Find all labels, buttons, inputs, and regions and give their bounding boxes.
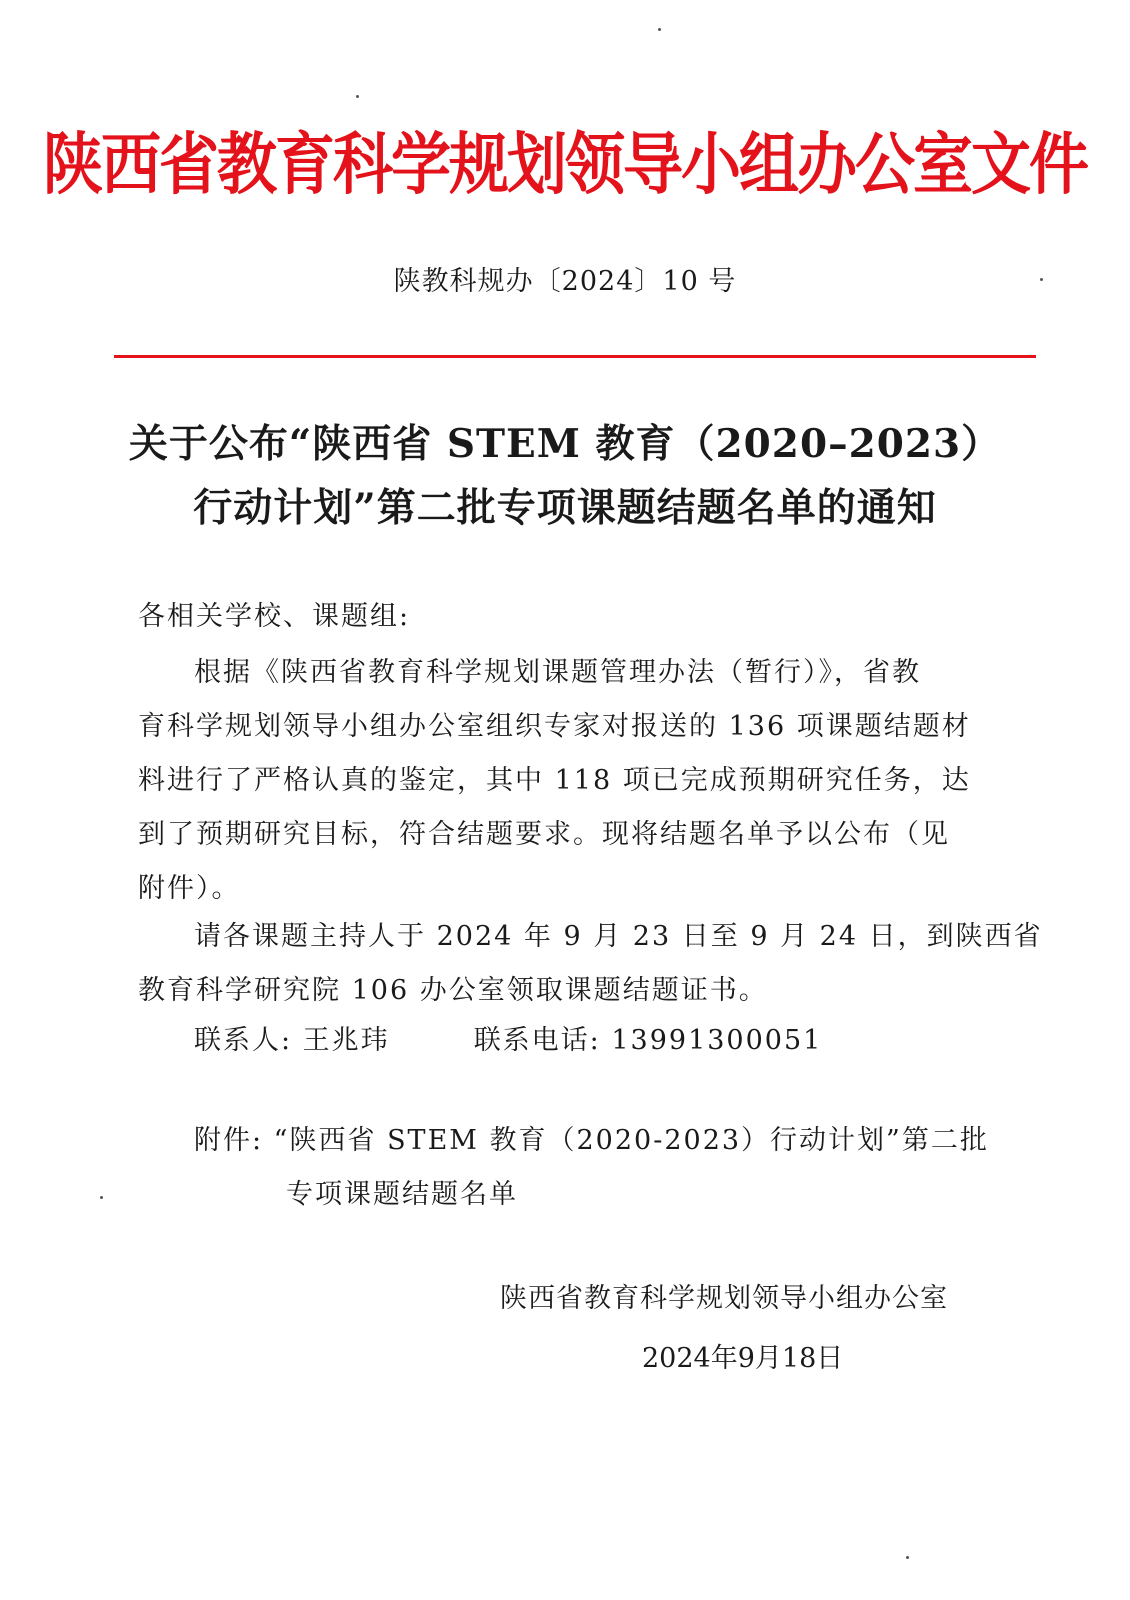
paragraph-2 bbox=[138, 910, 1043, 1018]
document-number: 陕教科规办〔2024〕10 号 bbox=[393, 266, 737, 297]
paragraph-2-line: 请各课题主持人于 2024 年 9 月 23 日至 9 月 24 日，到陕西省 bbox=[194, 921, 1043, 952]
paragraph-1-line: 料进行了严格认真的鉴定，其中 118 项已完成预期研究任务，达 bbox=[138, 765, 971, 796]
contact-phone: 联系电话: 13991300051 bbox=[473, 1025, 823, 1056]
attachment-note bbox=[138, 1114, 1000, 1222]
paragraph-1-line: 育科学规划领导小组办公室组织专家对报送的 136 项课题结题材 bbox=[138, 711, 971, 742]
paragraph-1-line: 附件）。 bbox=[138, 873, 241, 904]
paragraph-2-line: 教育科学研究院 106 办公室领取课题结题证书。 bbox=[138, 975, 768, 1006]
paragraph-1-line: 到了预期研究目标，符合结题要求。现将结题名单予以公布（见 bbox=[138, 819, 950, 850]
notice-title-line-1: 关于公布“陕西省 STEM 教育（2020–2023） bbox=[128, 421, 1002, 467]
notice-title bbox=[0, 412, 1130, 540]
paragraph-1 bbox=[138, 646, 1000, 916]
attachment-line-1: 附件: “陕西省 STEM 教育（2020-2023）行动计划”第二批 bbox=[194, 1125, 989, 1156]
signature-date: 2024年9月18日 bbox=[642, 1343, 844, 1374]
issuer-header-title: 陕西省教育科学规划领导小组办公室文件 bbox=[43, 125, 1087, 205]
scan-speck bbox=[1040, 278, 1043, 281]
attachment-line-2: 专项课题结题名单 bbox=[286, 1179, 518, 1210]
red-divider-line bbox=[114, 355, 1036, 358]
notice-title-line-2: 行动计划”第二批专项课题结题名单的通知 bbox=[193, 485, 937, 531]
salutation: 各相关学校、课题组: bbox=[138, 601, 411, 632]
scan-speck bbox=[100, 1196, 103, 1199]
paragraph-1-line: 根据《陕西省教育科学规划课题管理办法（暂行）》，省教 bbox=[194, 657, 921, 688]
scan-speck bbox=[356, 95, 359, 98]
contact-person: 联系人: 王兆玮 bbox=[194, 1025, 390, 1056]
signature-organization: 陕西省教育科学规划领导小组办公室 bbox=[500, 1283, 948, 1314]
contact-info bbox=[138, 1014, 1000, 1068]
scan-speck bbox=[906, 1556, 909, 1559]
scan-speck bbox=[658, 28, 661, 31]
